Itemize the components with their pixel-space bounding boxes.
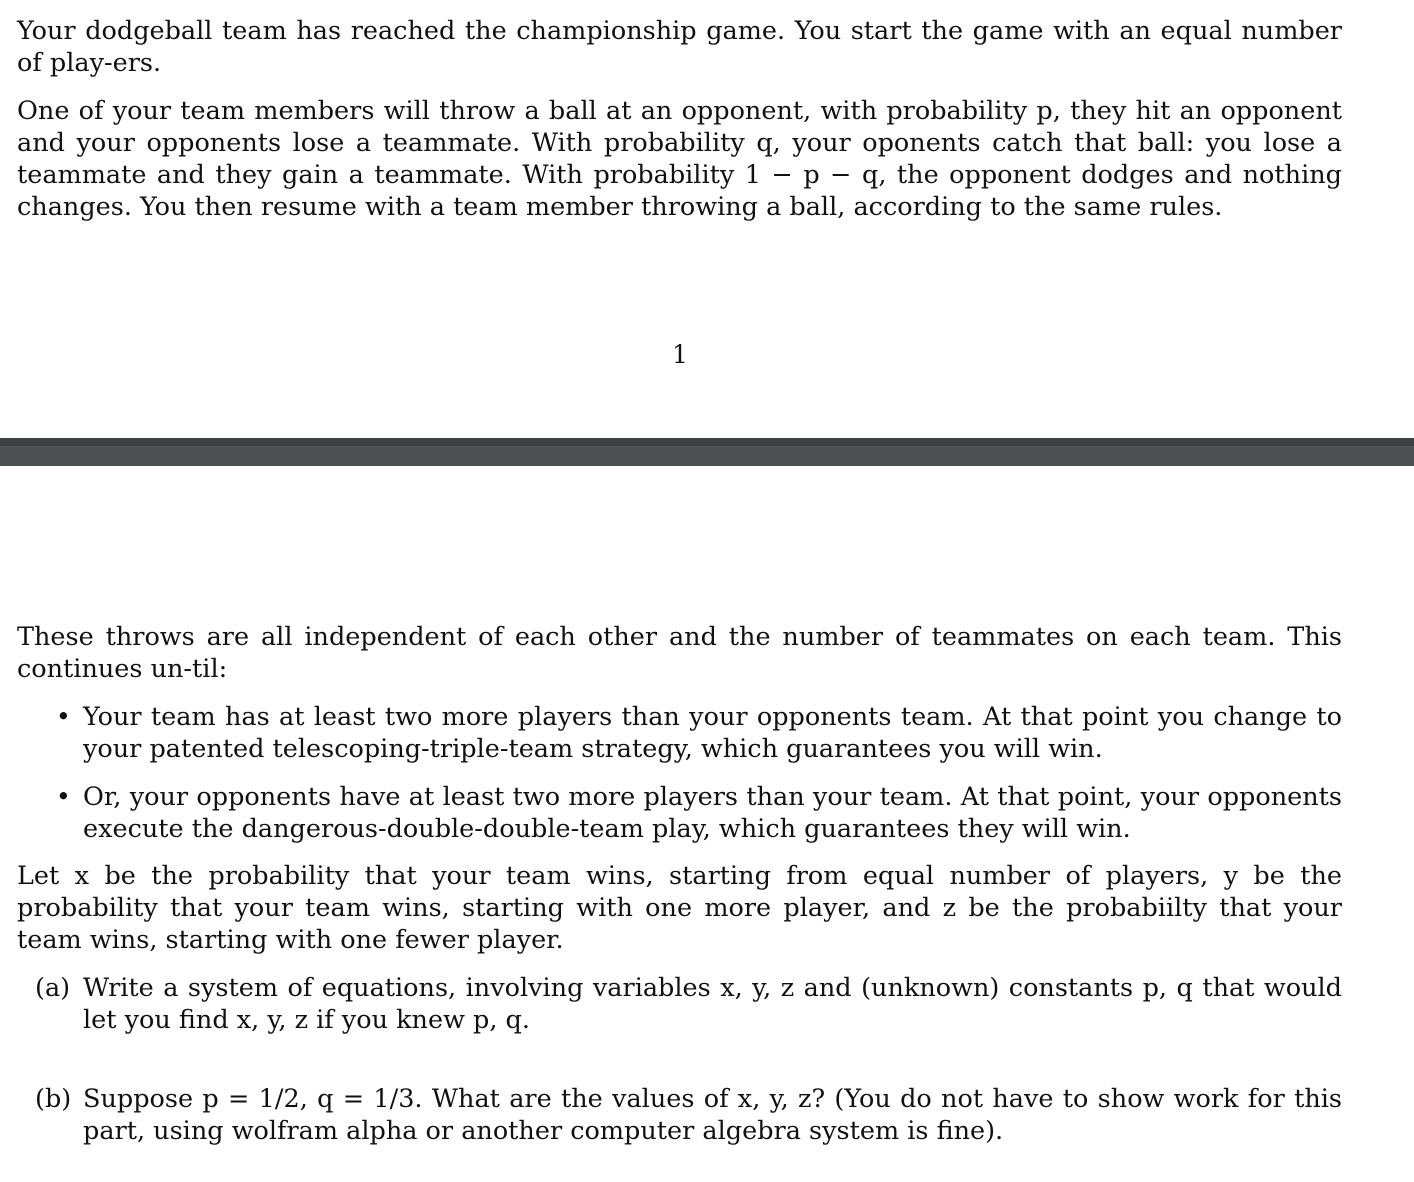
part-text: Write a system of equations, involving variables x, y, z and (unknown) constants p, q that would let you find x, y, z if you knew p, q. — [83, 973, 1342, 1035]
document-page-1 — [0, 0, 1414, 438]
rules-paragraph: One of your team members will throw a ball at an opponent, with probability p, they hit an opponent and your opponents lose a teammate. With probability q, your oponents catch that ball: you lose a teammate and they gain a teammate. With probability 1 − p − q, the opponent dodges and nothing changes. You then resume with a team member throwing a ball, according to the same rules. — [17, 96, 1342, 222]
bullet-icon: • — [56, 782, 71, 811]
question-part-a — [35, 972, 1342, 1036]
document-page-2 — [0, 466, 1414, 1182]
page-number: 1 — [672, 340, 688, 369]
intro-paragraph: Your dodgeball team has reached the championship game. You start the game with an equal number of play-ers. — [17, 16, 1342, 78]
bullet-text: Your team has at least two more players than your opponents team. At that point you change to your patented telescoping-triple-team strategy, which guarantees you will win. — [83, 702, 1342, 764]
part-text: Suppose p = 1/2, q = 1/3. What are the values of x, y, z? (You do not have to show work for this part, using wolfram alpha or another computer algebra system is fine). — [83, 1084, 1342, 1146]
part-label: (b) — [35, 1084, 72, 1114]
definition-paragraph: Let x be the probability that your team wins, starting from equal number of players, y be the probability that your team wins, starting with one more player, and z be the probabiilty that your team wins, starting with one fewer player. — [17, 861, 1342, 955]
list-item — [56, 701, 1342, 765]
page-separator — [0, 438, 1414, 466]
question-part-b — [35, 1083, 1342, 1147]
bullet-icon: • — [56, 702, 71, 731]
continuation-paragraph: These throws are all independent of each other and the number of teammates on each team. This continues un-til: — [17, 622, 1342, 684]
list-item — [56, 781, 1342, 845]
part-label: (a) — [35, 973, 71, 1003]
bullet-text: Or, your opponents have at least two more players than your team. At that point, your opponents execute the dangerous-double-double-team play, which guarantees they will win. — [83, 782, 1342, 844]
